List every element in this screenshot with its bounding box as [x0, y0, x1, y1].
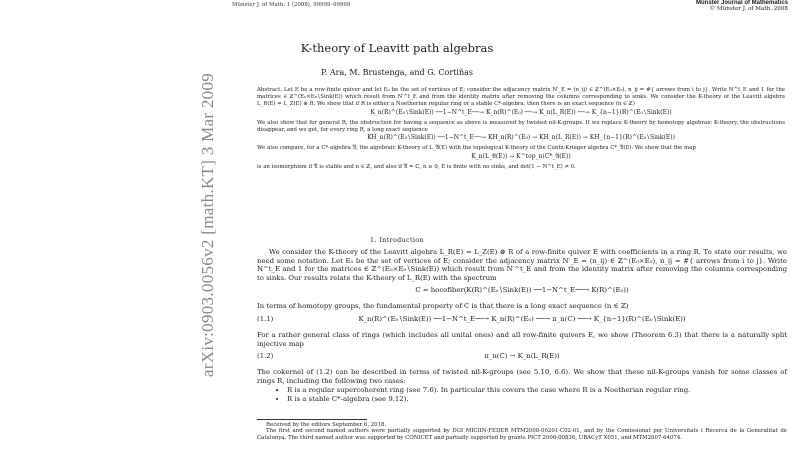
abstract-paragraph-1: Abstract. Let E be a row-finite quiver and let E₀ be the set of vertices of E; consider the adjacency matrix N′_E = (n_ij) ∈ ℤ^(E₀×E₀), n_ij = #{ arrows from i to j}. Write N^t_E and 1 for the matrices ∈ ℤ^(E₀×E₀∖Sink(E)) which result from N′^t_E and from the identity matrix after removing the columns corresponding to sinks. We consider the K-theory of the Leavitt algebra L_R(E) = L_Z(E) ⊗ R. We show that if R is either a Noetherian regular ring or a stable C*-algebra, then there is an exact sequence (n ∈ ℤ) [257, 87, 785, 107]
equation-number: (1.2) [257, 352, 274, 361]
footnote-support: The first and second named authors were partially supported by DGI MICIIN-FEDER MTM2008-06201-C02-01, and by the Comissionat per Universitats i Recerca de la Generalitat de Catalunya. The third named author was supported by CONICET and partially supported by grants PICT 2006-00836, UBACyT X051, and MTM2007-64074. [257, 428, 787, 441]
introduction-body [257, 248, 787, 404]
footnotes [257, 419, 787, 441]
paper-title: K-theory of Leavitt path algebras [300, 41, 494, 55]
equation-number: (1.1) [257, 314, 274, 323]
copyright-line: © Münster J. of Math. 2008 [709, 6, 788, 13]
abstract-equation-kh: KH_n(R)^(E₀∖Sink(E)) ──1−N^t_E──→ KH_n(R)^(E₀) → KH_n(L_R(E)) → KH_{n−1}(R)^(E₀∖Sink(E)) [367, 134, 675, 142]
footnote-rule [257, 419, 367, 420]
equation-1-1 [257, 315, 787, 327]
abstract-equation-k: K_n(R)^(E₀∖Sink(E)) ──1−N^t_E──→ K_n(R)^(E₀) ──→ K_n(L_R(E)) ──→ K_{n−1}(R)^(E₀∖Sink(E)) [370, 108, 672, 116]
list-item: • R is a stable C*-algebra (see 9.12). [287, 395, 787, 404]
section-heading-introduction: 1. Introduction [370, 237, 424, 244]
equation-1-2-body: π_n(C) → K_n(L_R(E)) [484, 352, 560, 361]
list-item: • R is a regular supercoherent ring (see 7.6). In particular this covers the case where R is a Noetherian regular ring. [287, 386, 787, 395]
abstract-paragraph-2: We also show that for general R, the obstruction for having a sequence as above is measured by twisted nil-K-groups. If we replace K-theory by homotopy algebraic K-theory, the obstructions disappear, and we get, for every ring R, a long exact sequence [257, 119, 785, 133]
abstract-paragraph-3: We also compare, for a C*-algebra 𝔄, the algebraic K-theory of L_𝔄(E) with the topological K-theory of the Cuntz-Krieger algebra C*_𝔄(E). We show that the map [257, 145, 696, 152]
intro-paragraph-1: We consider the K-theory of the Leavitt algebra L_R(E) = L_Z(E) ⊗ R of a row-finite quiver E with coefficients in a ring R. To state our results, we need some notation. Let E₀ be the set of vertices of E; consider the adjacency matrix N′_E = (n_ij) ∈ ℤ^(E₀×E₀), n_ij = #{ arrows from i to j}. Write N^t_E and 1 for the matrices ∈ ℤ^(E₀×E₀∖Sink(E)) which result from N′^t_E and from the identity matrix after removing the columns corresponding to sinks. Our results relate the K-theory of L_R(E) with the spectrum [257, 248, 787, 282]
intro-paragraph-3: For a rather general class of rings (which includes all unital ones) and all row-finite quivers E, we show (Theorem 6.3) that there is a naturally split injective map [257, 330, 787, 348]
abstract-paragraph-4: is an isomorphism if 𝔄 is stable and n ∈ ℤ, and also if 𝔄 = ℂ, n ≥ 0, E is finite with no sinks, and det(1 − N^t_E) ≠ 0. [257, 164, 576, 171]
abstract [257, 87, 785, 173]
intro-paragraph-4: The cokernel of (1.2) can be described in terms of twisted nil-K-groups (see 5.10, 6.6). We show that these nil-K-groups vanish for some classes of rings R, including the following two cases: [257, 368, 787, 385]
cases-list [257, 386, 787, 403]
equation-1-2 [257, 352, 787, 364]
running-header-left: Münster J. of Math. 1 (2008), 99999–99999 [232, 2, 351, 8]
running-header-right [696, 0, 788, 13]
intro-paragraph-2: In terms of homotopy groups, the fundamental property of C is that there is a long exact sequence (n ∈ ℤ) [257, 302, 629, 311]
paper-authors: P. Ara, M. Brustenga, and G. Cortiñas [321, 68, 473, 77]
equation-1-1-body: K_n(R)^(E₀∖Sink(E)) ──1−N^t_E──→ K_n(R)^(E₀) ──→ π_n(C) ──→ K_{n−1}(R)^(E₀∖Sink(E)) [358, 314, 686, 323]
journal-name: Münster Journal of Mathematics [695, 0, 788, 6]
equation-hocofiber [257, 286, 787, 298]
paper-page [232, 0, 788, 450]
equation-hocofiber-body: C = hocofiber(K(R)^(E₀∖Sink(E)) ──1−N^t_E──→ K(R)^(E₀)) [415, 286, 629, 295]
footnote-received: Received by the editors September 6, 2018. [266, 422, 387, 428]
abstract-equation-map: K_n(L_𝔄(E)) → K^top_n(C*_𝔄(E)) [471, 153, 571, 161]
left-margin [0, 0, 218, 450]
arxiv-identifier: arXiv:0903.0056v2 [math.KT] 3 Mar 2009 [198, 72, 217, 378]
